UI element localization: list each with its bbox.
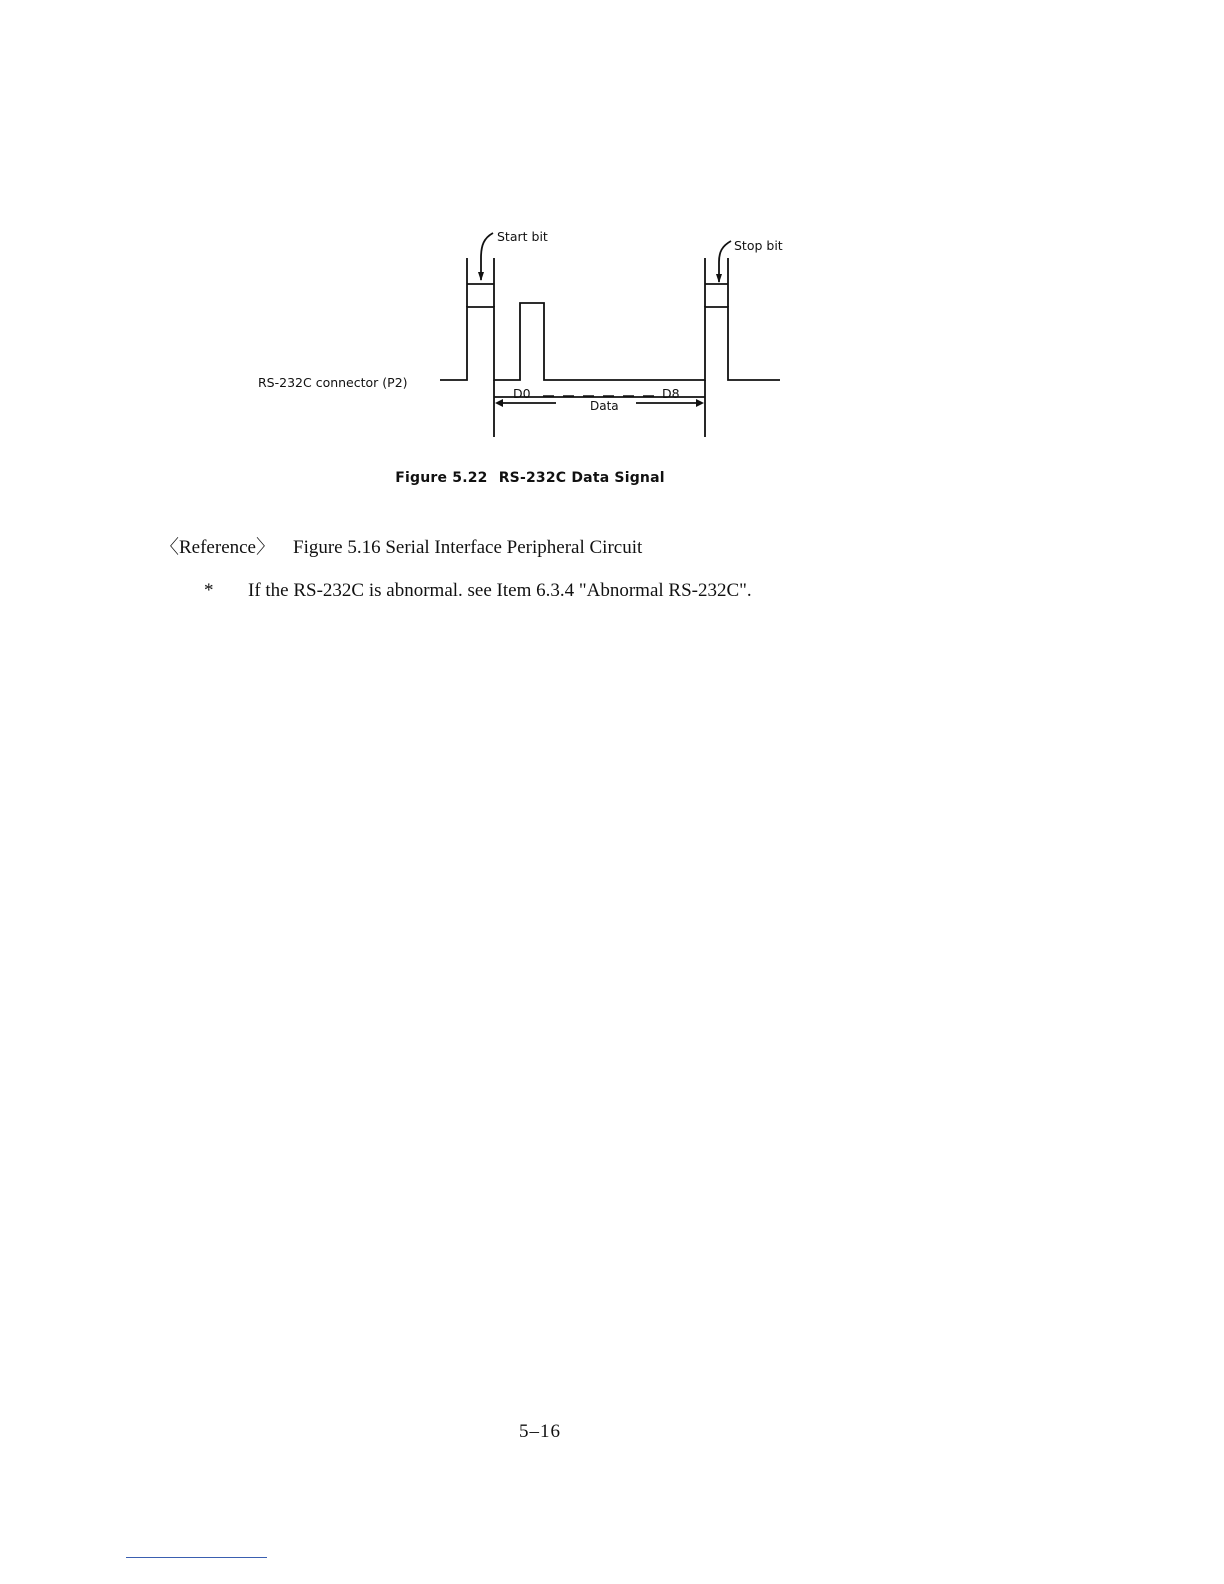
signal-waveform [440,303,780,380]
start-bit-label: Start bit [497,229,548,244]
stop-leader-arrowhead [716,274,722,283]
figure-caption [0,470,1060,486]
figure-title: RS-232C Data Signal [498,470,665,486]
stop-bit-label: Stop bit [734,238,783,253]
data-label: Data [590,399,619,413]
page-number: 5–16 [519,1421,561,1442]
stop-bit-marker [705,258,728,307]
connector-label: RS-232C connector (P2) [258,375,408,390]
figure-number: Figure 5.22 [395,470,488,486]
rs232c-signal-diagram [0,0,1224,520]
data-range-start: D0 [513,386,531,401]
reference-line [160,532,642,559]
note-bullet: * [204,580,214,601]
reference-text: Figure 5.16 Serial Interface Peripheral Circuit [293,537,643,558]
note-text: If the RS-232C is abnormal. see Item 6.3.4 "Abnormal RS-232C". [248,580,752,601]
data-arrowhead-left [495,399,503,407]
note-line [204,580,752,602]
data-range-end: D8 [662,386,680,401]
start-leader-arrowhead [478,272,484,281]
reference-tag: 〈Reference〉 [160,537,275,558]
footnote-rule [126,1557,267,1558]
data-arrowhead-right [696,399,704,407]
